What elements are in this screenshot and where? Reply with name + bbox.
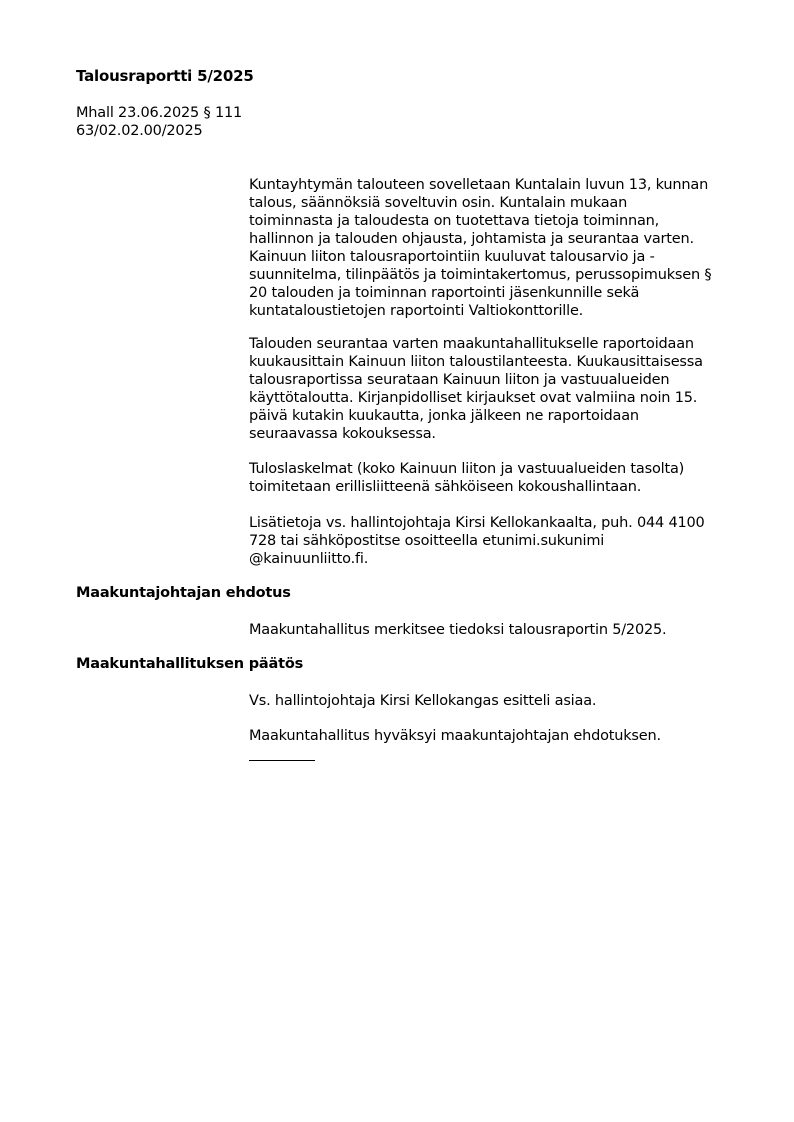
text-line: kuukausittain Kainuun liiton taloustilanteesta. Kuukausittaisessa bbox=[249, 354, 703, 370]
proposal-heading: Maakuntajohtajan ehdotus bbox=[76, 585, 291, 601]
text-line: seuraavassa kokouksessa. bbox=[249, 426, 436, 442]
text-line: Kainuun liiton talousraportointiin kuuluvat talousarvio ja - bbox=[249, 249, 655, 265]
text-line: Kuntayhtymän talouteen sovelletaan Kuntalain luvun 13, kunnan bbox=[249, 177, 709, 193]
text-line: toiminnasta ja taloudesta on tuotettava tietoja toiminnan, bbox=[249, 213, 660, 229]
text-line: käyttötaloutta. Kirjanpidolliset kirjaukset ovat valmiina noin 15. bbox=[249, 390, 698, 406]
decision-text: Maakuntahallitus hyväksyi maakuntajohtajan ehdotuksen. bbox=[249, 728, 661, 744]
document-title: Talousraportti 5/2025 bbox=[76, 67, 254, 85]
meeting-reference: Mhall 23.06.2025 § 111 bbox=[76, 105, 243, 121]
text-line: suunnitelma, tilinpäätös ja toimintakertomus, perussopimuksen § bbox=[249, 267, 712, 283]
end-divider bbox=[249, 760, 315, 761]
statements-paragraph bbox=[249, 460, 749, 496]
presenter-text: Vs. hallintojohtaja Kirsi Kellokangas esitteli asiaa. bbox=[249, 693, 597, 709]
text-line: @kainuunliitto.fi. bbox=[249, 551, 369, 567]
text-line: toimitetaan erillisliitteenä sähköiseen kokoushallintaan. bbox=[249, 479, 642, 495]
text-line: hallinnon ja talouden ohjausta, johtamista ja seurantaa varten. bbox=[249, 231, 694, 247]
text-line: 728 tai sähköpostitse osoitteella etunimi.sukunimi bbox=[249, 533, 605, 549]
text-line: 20 talouden ja toiminnan raportointi jäsenkunnille sekä bbox=[249, 285, 640, 301]
text-line: Lisätietoja vs. hallintojohtaja Kirsi Kellokankaalta, puh. 044 4100 bbox=[249, 515, 705, 531]
intro-paragraph bbox=[249, 176, 749, 320]
record-id: 63/02.02.00/2025 bbox=[76, 123, 203, 139]
text-line: kuntataloustietojen raportointi Valtiokonttorille. bbox=[249, 303, 584, 319]
text-line: talousraportissa seurataan Kainuun liiton ja vastuualueiden bbox=[249, 372, 670, 388]
text-line: Tuloslaskelmat (koko Kainuun liiton ja vastuualueiden tasolta) bbox=[249, 461, 685, 477]
decision-heading: Maakuntahallituksen päätös bbox=[76, 656, 304, 672]
text-line: talous, säännöksiä soveltuvin osin. Kuntalain mukaan bbox=[249, 195, 628, 211]
text-line: Talouden seurantaa varten maakuntahallitukselle raportoidaan bbox=[249, 336, 694, 352]
proposal-text: Maakuntahallitus merkitsee tiedoksi talousraportin 5/2025. bbox=[249, 622, 667, 638]
monitoring-paragraph bbox=[249, 335, 749, 443]
text-line: päivä kutakin kuukautta, jonka jälkeen ne raportoidaan bbox=[249, 408, 639, 424]
contact-paragraph bbox=[249, 514, 749, 568]
